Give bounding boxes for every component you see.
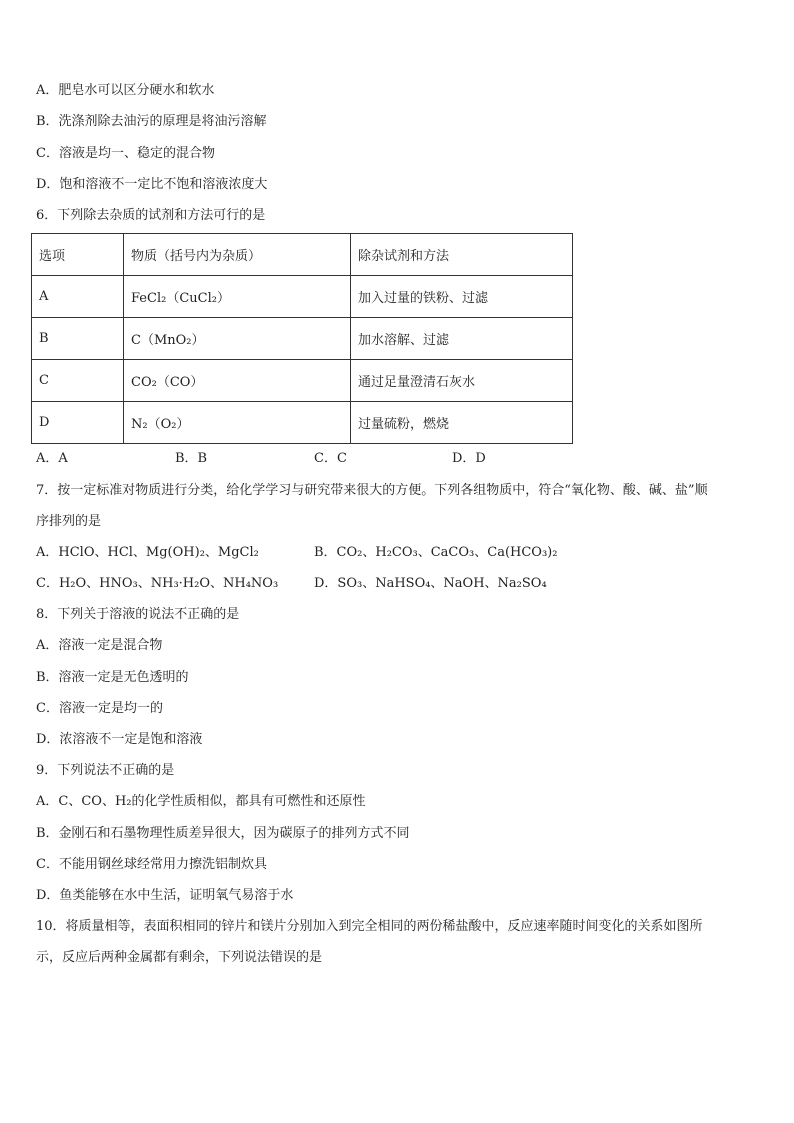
cell-method: 通过足量澄清石灰水 — [351, 360, 573, 402]
cell-substance: FeCl₂（CuCl₂） — [124, 276, 351, 318]
table-header-row — [32, 234, 573, 276]
q8-option-c: C．溶液一定是均一的 — [36, 701, 163, 716]
q6-table — [31, 233, 573, 444]
q7-option-d: D．SO₃、NaHSO₄、NaOH、Na₂SO₄ — [314, 576, 547, 591]
q8-option-b: B．溶液一定是无色透明的 — [36, 670, 189, 685]
table-row — [32, 276, 573, 318]
q6-option-b: B．B — [175, 451, 208, 466]
q6-option-d: D．D — [452, 451, 486, 466]
q9-option-c: C．不能用钢丝球经常用力擦洗铝制炊具 — [36, 857, 267, 872]
q7-option-a: A．HClO、HCl、Mg(OH)₂、MgCl₂ — [36, 545, 259, 560]
table-row — [32, 318, 573, 360]
q7-option-b: B．CO₂、H₂CO₃、CaCO₃、Ca(HCO₃)₂ — [314, 545, 558, 560]
cell-method: 过量硫粉，燃烧 — [351, 402, 573, 444]
q9-stem: 9．下列说法不正确的是 — [36, 763, 175, 778]
q9-option-a: A．C、CO、H₂的化学性质相似，都具有可燃性和还原性 — [36, 794, 366, 809]
cell-method: 加入过量的铁粉、过滤 — [351, 276, 573, 318]
q9-option-b: B．金刚石和石墨物理性质差异很大，因为碳原子的排列方式不同 — [36, 826, 410, 841]
q5-option-d: D．饱和溶液不一定比不饱和溶液浓度大 — [36, 177, 268, 192]
q10-stem-line2: 示，反应后两种金属都有剩余，下列说法错误的是 — [36, 950, 323, 965]
q8-option-a: A．溶液一定是混合物 — [36, 638, 163, 653]
cell-option: C — [32, 360, 124, 402]
header-option: 选项 — [32, 234, 124, 276]
q6-option-a: A．A — [36, 451, 68, 466]
q6-stem: 6．下列除去杂质的试剂和方法可行的是 — [36, 208, 266, 223]
cell-substance: N₂（O₂） — [124, 402, 351, 444]
cell-option: B — [32, 318, 124, 360]
q10-stem-line1: 10．将质量相等，表面积相同的锌片和镁片分别加入到完全相同的两份稀盐酸中，反应速率随时间变化的关系如图所 — [36, 919, 703, 934]
table-row — [32, 402, 573, 444]
cell-substance: C（MnO₂） — [124, 318, 351, 360]
q5-option-b: B．洗涤剂除去油污的原理是将油污溶解 — [36, 114, 267, 129]
cell-substance: CO₂（CO） — [124, 360, 351, 402]
q8-option-d: D．浓溶液不一定是饱和溶液 — [36, 732, 203, 747]
q7-option-c: C．H₂O、HNO₃、NH₃·H₂O、NH₄NO₃ — [36, 576, 279, 591]
q5-option-a: A．肥皂水可以区分硬水和软水 — [36, 83, 215, 98]
cell-option: D — [32, 402, 124, 444]
q7-stem-line2: 序排列的是 — [36, 514, 102, 529]
table-row — [32, 360, 573, 402]
cell-method: 加水溶解、过滤 — [351, 318, 573, 360]
header-method: 除杂试剂和方法 — [351, 234, 573, 276]
q5-option-c: C．溶液是均一、稳定的混合物 — [36, 146, 215, 161]
q9-option-d: D．鱼类能够在水中生活，证明氧气易溶于水 — [36, 888, 294, 903]
cell-option: A — [32, 276, 124, 318]
q8-stem: 8．下列关于溶液的说法不正确的是 — [36, 607, 240, 622]
q7-stem-line1: 7．按一定标准对物质进行分类，给化学学习与研究带来很大的方便。下列各组物质中，符合“氧化物、酸、碱、盐”顺 — [36, 483, 708, 498]
q6-option-c: C．C — [314, 451, 347, 466]
header-substance: 物质（括号内为杂质） — [124, 234, 351, 276]
